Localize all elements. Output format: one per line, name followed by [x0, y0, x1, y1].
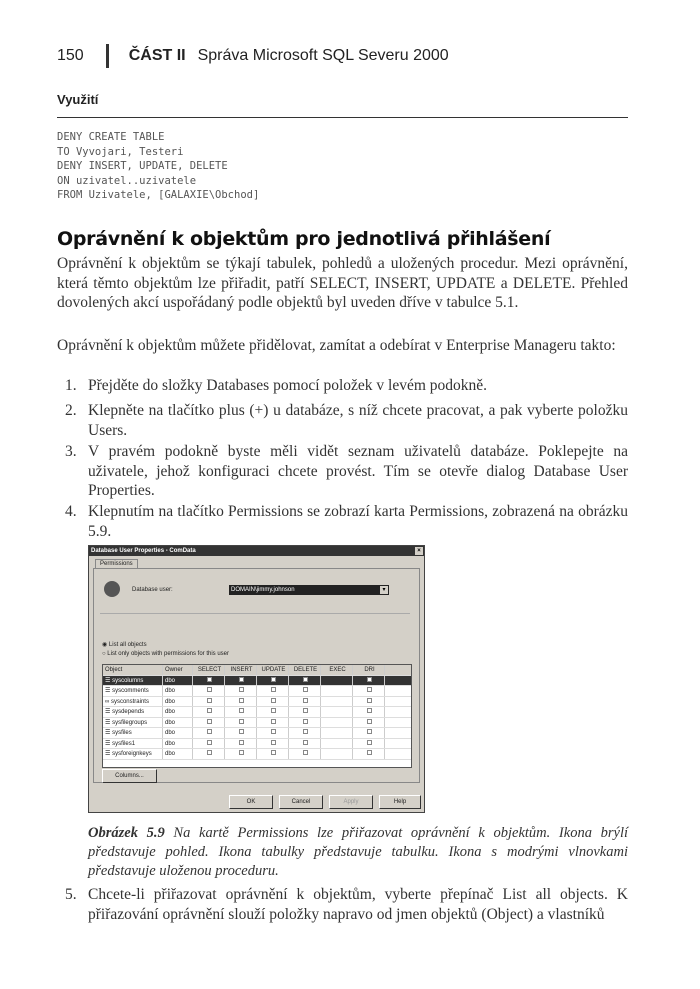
permission-cell: [225, 707, 257, 717]
db-user-select: [229, 585, 389, 595]
permission-cell: [353, 718, 385, 728]
checkbox: [367, 698, 372, 703]
section-rule: [57, 117, 628, 118]
permission-cell: [257, 749, 289, 759]
running-header: [57, 44, 449, 68]
object-cell: [103, 686, 163, 696]
checkbox: [271, 698, 276, 703]
columns-button: Columns...: [102, 769, 157, 783]
permission-cell: [289, 676, 321, 686]
heading: Oprávnění k objektům pro jednotlivá přihlášení: [57, 228, 551, 250]
table-icon: ☰: [105, 719, 111, 726]
checkbox: [271, 719, 276, 724]
permission-cell: [257, 697, 289, 707]
object-cell: [103, 739, 163, 749]
checkbox: [239, 708, 244, 713]
table-row: [103, 707, 411, 718]
paragraph-2: Oprávnění k objektům můžete přidělovat, zamítat a odebírat v Enterprise Manageru takto:: [57, 337, 616, 354]
tab-permissions: Permissions: [95, 559, 138, 568]
col-header: Owner: [163, 665, 193, 675]
list-text: Klepněte na tlačítko plus (+) u databáze, s níž chcete pracovat, a pak vyberte položku Users.: [88, 402, 628, 439]
user-icon: [104, 581, 120, 597]
checkbox: [207, 729, 212, 734]
list-text: Chcete-li přiřazovat oprávnění k objektům, vyberte přepínač List all objects. K přiřazování oprávnění slouží položky napravo od jmen objektů (Object) a vlastníků: [88, 886, 628, 923]
permission-cell: [353, 728, 385, 738]
permission-cell: [353, 697, 385, 707]
ok-button: OK: [229, 795, 273, 809]
owner-cell: dbo: [163, 728, 193, 738]
permission-cell: [225, 676, 257, 686]
permission-cell: [321, 718, 353, 728]
permission-cell: [193, 707, 225, 717]
page-number: 150: [57, 47, 84, 64]
list-number: 4.: [65, 503, 77, 520]
checkbox: [303, 708, 308, 713]
permission-cell: [289, 697, 321, 707]
object-name: sysforeignkeys: [112, 751, 152, 757]
caption-label: Obrázek 5.9: [88, 825, 165, 841]
checkbox: [367, 729, 372, 734]
owner-cell: dbo: [163, 749, 193, 759]
checkbox: [367, 687, 372, 692]
object-name: syscomments: [112, 688, 149, 694]
object-cell: [103, 728, 163, 738]
close-icon: ×: [415, 547, 423, 555]
checkbox: [207, 677, 212, 682]
permission-cell: [225, 728, 257, 738]
table-icon: ☰: [105, 751, 111, 757]
col-header: INSERT: [225, 665, 257, 675]
dialog-titlebar: [89, 546, 424, 556]
object-cell: [103, 718, 163, 728]
grid-header: [103, 665, 411, 676]
list-item: [57, 502, 628, 541]
permission-cell: [225, 697, 257, 707]
list-number: 3.: [65, 443, 77, 460]
figure-dialog-screenshot: [88, 545, 425, 813]
checkbox: [271, 750, 276, 755]
checkbox: [239, 687, 244, 692]
permission-cell: [321, 676, 353, 686]
permission-cell: [321, 686, 353, 696]
list-text: V pravém podokně byste měli vidět seznam uživatelů databáze. Poklepejte na uživatele, jehož konfiguraci chcete provést. Tím se otevře dialog Database User Properties.: [88, 443, 628, 499]
permission-cell: [289, 707, 321, 717]
list-text: Přejděte do složky Databases pomocí položek v levém podokně.: [88, 377, 488, 394]
object-name: sysfilegroups: [112, 719, 148, 726]
table-icon: ☰: [105, 740, 111, 747]
permission-cell: [353, 707, 385, 717]
checkbox: [367, 750, 372, 755]
paragraph-1: Oprávnění k objektům se týkají tabulek, pohledů a uložených procedur. Mezi oprávnění, která těmto objektům lze přiřadit, patří SELECT, INSERT, UPDATE a DELETE. Přehled dovolených akcí uspořádaný podle objektů byl uveden dříve v tabulce 5.1.: [57, 255, 628, 311]
owner-cell: dbo: [163, 707, 193, 717]
checkbox: [303, 698, 308, 703]
object-name: sysconstraints: [110, 698, 149, 705]
list-item: [57, 885, 628, 924]
owner-cell: dbo: [163, 697, 193, 707]
object-name: sysfiles: [112, 730, 132, 736]
permission-cell: [321, 728, 353, 738]
code-listing: DENY CREATE TABLE TO Vyvojari, Testeri DENY INSERT, UPDATE, DELETE ON uzivatel..uzivatele FROM Uzivatele, [GALAXIE\Obchod]: [57, 131, 260, 201]
radio-list-all: ◉ List all objects: [102, 642, 147, 648]
divider: [100, 613, 410, 614]
table-row: [103, 749, 411, 760]
checkbox: [303, 677, 308, 682]
table-row: [103, 739, 411, 750]
checkbox: [271, 677, 276, 682]
owner-cell: dbo: [163, 676, 193, 686]
checkbox: [271, 708, 276, 713]
permission-cell: [193, 718, 225, 728]
object-cell: [103, 676, 163, 686]
object-cell: [103, 749, 163, 759]
apply-button: Apply: [329, 795, 373, 809]
list-number: 2.: [65, 402, 77, 419]
owner-cell: dbo: [163, 739, 193, 749]
figure-caption: [88, 824, 628, 881]
section-label: Využití: [57, 92, 99, 107]
table-row: [103, 697, 411, 708]
object-cell: [103, 707, 163, 717]
col-header: SELECT: [193, 665, 225, 675]
permission-cell: [289, 728, 321, 738]
permission-cell: [225, 749, 257, 759]
permission-cell: [321, 697, 353, 707]
checkbox: [367, 677, 372, 682]
checkbox: [239, 729, 244, 734]
permission-cell: [353, 686, 385, 696]
col-header: UPDATE: [257, 665, 289, 675]
checkbox: [207, 719, 212, 724]
permission-cell: [193, 686, 225, 696]
permission-cell: [225, 686, 257, 696]
permission-cell: [257, 707, 289, 717]
checkbox: [271, 740, 276, 745]
col-header: EXEC: [321, 665, 353, 675]
checkbox: [303, 740, 308, 745]
list-number: 1.: [65, 377, 77, 394]
permissions-panel: [93, 568, 420, 783]
col-header: DRI: [353, 665, 385, 675]
permission-cell: [257, 718, 289, 728]
checkbox: [271, 687, 276, 692]
table-icon: ☰: [105, 688, 111, 694]
checkbox: [303, 729, 308, 734]
col-header: Object: [103, 665, 163, 675]
permission-cell: [193, 676, 225, 686]
checkbox: [271, 729, 276, 734]
owner-cell: dbo: [163, 718, 193, 728]
permission-cell: [257, 728, 289, 738]
permission-cell: [225, 718, 257, 728]
checkbox: [303, 687, 308, 692]
header-divider: [106, 44, 109, 68]
table-icon: ☰: [105, 709, 111, 715]
checkbox: [239, 740, 244, 745]
radio-label: List all objects: [108, 642, 147, 648]
checkbox: [239, 698, 244, 703]
permission-cell: [289, 686, 321, 696]
part-label: ČÁST II: [128, 47, 186, 64]
checkbox: [239, 750, 244, 755]
permission-cell: [257, 739, 289, 749]
radio-label: List only objects with permissions for this user: [107, 651, 230, 657]
checkbox: [207, 687, 212, 692]
checkbox: [367, 740, 372, 745]
table-row: [103, 728, 411, 739]
dialog-title: Database User Properties - ComData: [91, 548, 196, 554]
permission-cell: [257, 676, 289, 686]
db-user-value: DOMAIN\jimmy.johnson: [231, 587, 295, 593]
glasses-icon: ∞: [105, 698, 110, 705]
object-name: syscolumns: [112, 677, 144, 684]
permission-cell: [193, 728, 225, 738]
list-text: Klepnutím na tlačítko Permissions se zobrazí karta Permissions, zobrazená na obrázku 5.9.: [88, 503, 628, 540]
checkbox: [367, 708, 372, 713]
permission-cell: [321, 707, 353, 717]
object-name: sysdepends: [112, 709, 145, 715]
book-title: Správa Microsoft SQL Severu 2000: [197, 47, 449, 64]
checkbox: [239, 677, 244, 682]
caption-text: Na kartě Permissions lze přiřazovat oprávnění k objektům. Ikona brýlí představuje pohled. Ikona tabulky představuje tabulku. Ikona s modrými vlnovkami představuje uloženou proceduru.: [88, 825, 628, 879]
cancel-button: Cancel: [279, 795, 323, 809]
permission-cell: [289, 718, 321, 728]
permission-cell: [193, 739, 225, 749]
list-item: [57, 442, 628, 501]
checkbox: [303, 750, 308, 755]
table-row: [103, 718, 411, 729]
checkbox: [367, 719, 372, 724]
checkbox: [207, 750, 212, 755]
permission-cell: [353, 749, 385, 759]
permission-cell: [353, 739, 385, 749]
db-user-label: Database user:: [132, 587, 173, 593]
permission-cell: [193, 749, 225, 759]
checkbox: [207, 708, 212, 713]
table-row: [103, 676, 411, 687]
owner-cell: dbo: [163, 686, 193, 696]
object-cell: [103, 697, 163, 707]
checkbox: [303, 719, 308, 724]
radio-list-only: ○ List only objects with permissions for this user: [102, 651, 230, 657]
checkbox: [207, 698, 212, 703]
list-number: 5.: [65, 886, 77, 903]
checkbox: [207, 740, 212, 745]
permission-cell: [321, 739, 353, 749]
table-row: [103, 686, 411, 697]
permission-cell: [225, 739, 257, 749]
list-item: [57, 401, 628, 440]
col-header: DELETE: [289, 665, 321, 675]
help-button: Help: [379, 795, 421, 809]
checkbox: [239, 719, 244, 724]
chevron-down-icon: ▾: [380, 586, 388, 594]
permissions-grid: [102, 664, 412, 768]
permission-cell: [289, 749, 321, 759]
permission-cell: [321, 749, 353, 759]
permission-cell: [257, 686, 289, 696]
list-item: [57, 376, 628, 396]
object-name: sysfiles1: [112, 740, 136, 747]
permission-cell: [353, 676, 385, 686]
table-icon: ☰: [105, 730, 111, 736]
permission-cell: [193, 697, 225, 707]
table-icon: ☰: [105, 677, 111, 684]
permission-cell: [289, 739, 321, 749]
